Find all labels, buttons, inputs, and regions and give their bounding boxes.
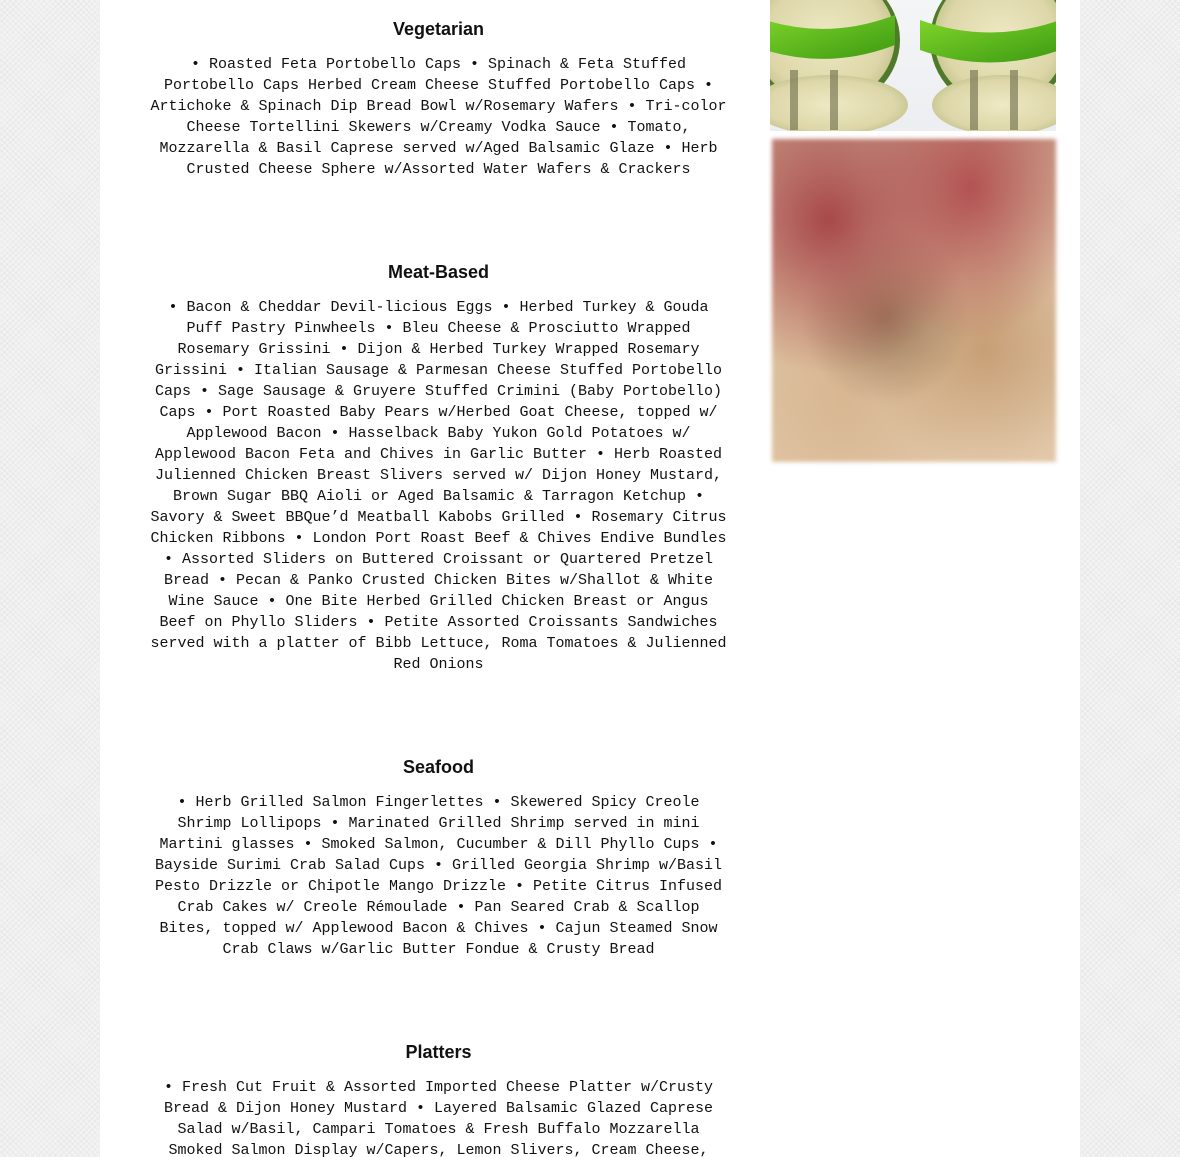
- meat-based-items: • Bacon & Cheddar Devil-licious Eggs • Herbed Turkey & Gouda Puff Pastry Pinwheels • Bleu Cheese & Prosciutto Wrapped Rosemary Grissini • Dijon & Herbed Turkey Wrapped Rosemary Grissini • Italian Sausage & Parmesan Cheese Stuffed Portobello Caps • Sage Sausage & Gruyere Stuffed Crimini (Baby Portobello) Caps • Port Roasted Baby Pears w/Herbed Goat Cheese, topped w/ Applewood Bacon • Hasselback Baby Yukon Gold Potatoes w/ Applewood Bacon Feta and Chives in Garlic Butter • Herb Roasted Julienned Chicken Breast Slivers served w/ Dijon Honey Mustard, Brown Sugar BBQ Aioli or Aged Balsamic & Tarragon Ketchup • Savory & Sweet BBQue’d Meatball Kabobs Grilled • Rosemary Citrus Chicken Ribbons • London Port Roast Beef & Chives Endive Bundles • Assorted Sliders on Buttered Croissant or Quartered Pretzel Bread • Pecan & Panko Crusted Chicken Bites w/Shallot & White Wine Sauce • One Bite Herbed Grilled Chicken Breast or Angus Beef on Phyllo Sliders • Petite Assorted Croissants Sandwiches served with a platter of Bibb Lettuce, Roma Tomatoes & Julienned Red Onions: [150, 299, 727, 673]
- blurred-food-photo: [772, 139, 1056, 462]
- zucchini-illustration: [770, 0, 1056, 131]
- vegetarian-items: • Roasted Feta Portobello Caps • Spinach & Feta Stuffed Portobello Caps Herbed Cream Cheese Stuffed Portobello Caps • Artichoke & Spinach Dip Bread Bowl w/Rosemary Wafers • Tri-color Cheese Tortellini Skewers w/Creamy Vodka Sauce • Tomato, Mozzarella & Basil Caprese served w/Aged Balsamic Glaze • Herb Crusted Cheese Sphere w/Assorted Water Wafers & Crackers: [150, 56, 727, 178]
- page-content: [100, 0, 1080, 1157]
- vegetarian-heading: Vegetarian: [392, 19, 485, 39]
- platters-items: • Fresh Cut Fruit & Assorted Imported Cheese Platter w/Crusty Bread & Dijon Honey Mustard • Layered Balsamic Glazed Caprese Salad w/Basil, Campari Tomatoes & Fresh Buffalo Mozzarella Smoked Salmon Display w/Capers, Lemon Slivers, Cream Cheese,: [163, 1079, 714, 1157]
- platters-heading: Platters: [405, 1042, 472, 1062]
- seafood-items: • Herb Grilled Salmon Fingerlettes • Skewered Spicy Creole Shrimp Lollipops • Marinated Grilled Shrimp served in mini Martini glasses • Smoked Salmon, Cucumber & Dill Phyllo Cups • Bayside Surimi Crab Salad Cups • Grilled Georgia Shrimp w/Basil Pesto Drizzle or Chipotle Mango Drizzle • Petite Citrus Infused Crab Cakes w/ Creole Rémoulade • Pan Seared Crab & Scallop Bites, topped w/ Applewood Bacon & Chives • Cajun Steamed Snow Crab Claws w/Garlic Butter Fondue & Crusty Bread: [154, 794, 723, 958]
- meat-based-heading: Meat-Based: [387, 262, 490, 282]
- seafood-heading: Seafood: [402, 757, 474, 777]
- meat-based-section: [147, 261, 730, 675]
- seafood-section: [147, 756, 730, 960]
- zucchini-photo: [770, 0, 1056, 131]
- platters-section: [147, 1041, 730, 1157]
- vegetarian-section: [147, 18, 730, 180]
